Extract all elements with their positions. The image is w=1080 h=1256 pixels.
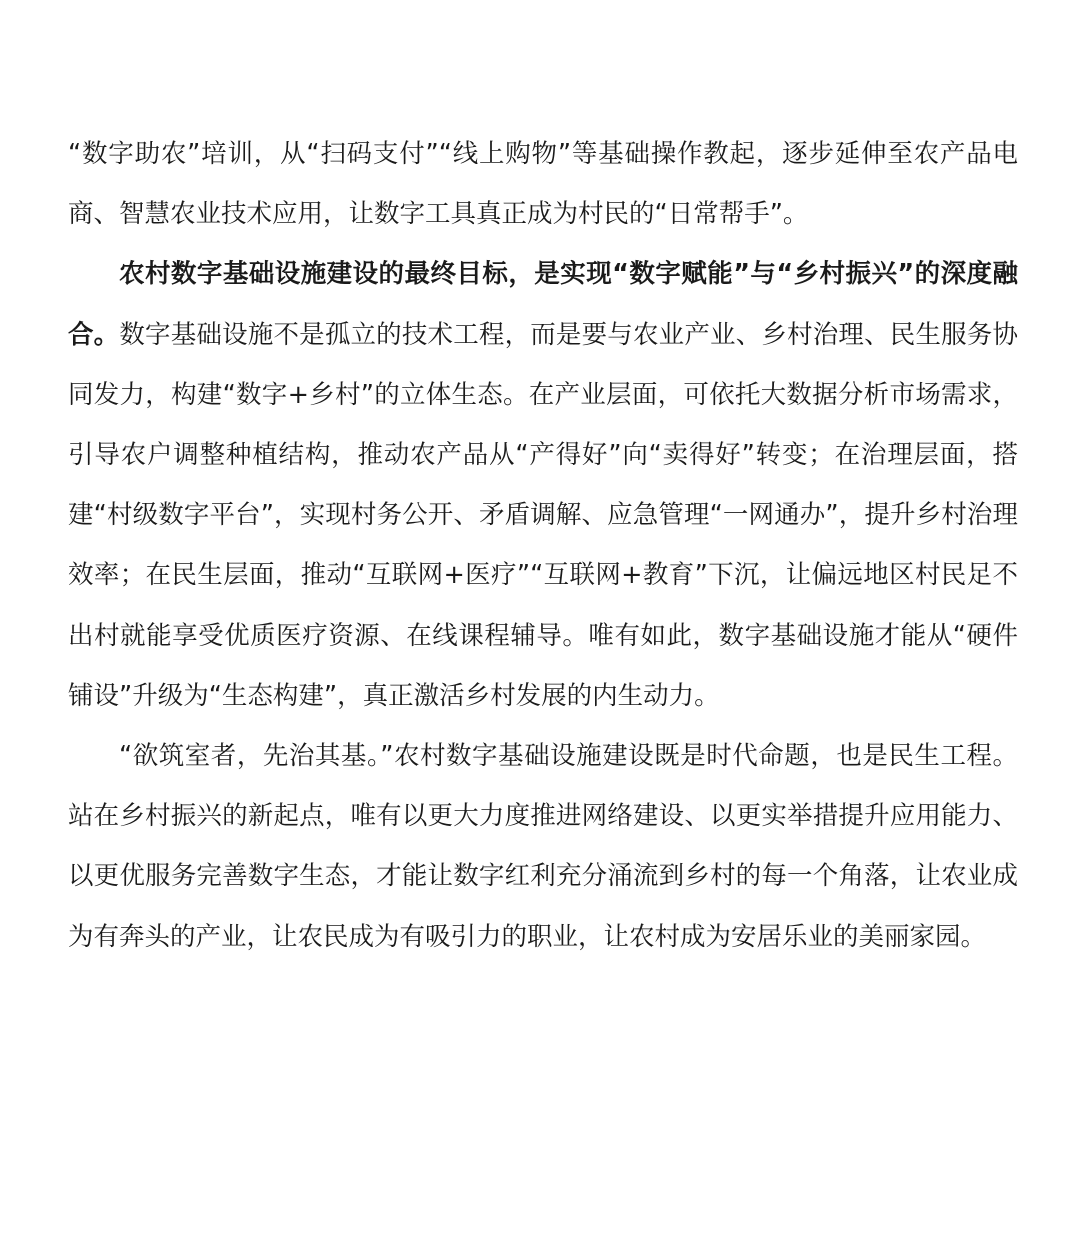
paragraph-3 — [68, 726, 1018, 967]
paragraph-1 — [68, 124, 1018, 244]
paragraph-2-lead: 农村数字基础设施建设的最终目标，是实现“数字赋能”与“乡村振兴”的深度融合。 — [68, 259, 1018, 350]
article-body — [68, 124, 1018, 967]
paragraph-1-text: “数字助农”培训，从“扫码支付”“线上购物”等基础操作教起，逐步延伸至农产品电商、智慧农业技术应用，让数字工具真正成为村民的“日常帮手”。 — [68, 139, 1018, 230]
paragraph-2 — [68, 244, 1018, 726]
paragraph-3-text: “欲筑室者，先治其基。”农村数字基础设施建设既是时代命题，也是民生工程。站在乡村振兴的新起点，唯有以更大力度推进网络建设、以更实举措提升应用能力、以更优服务完善数字生态，才能让数字红利充分涌流到乡村的每一个角落，让农业成为有奔头的产业，让农民成为有吸引力的职业，让农村成为安居乐业的美丽家园。 — [68, 741, 1018, 952]
paragraph-2-text: 数字基础设施不是孤立的技术工程，而是要与农业产业、乡村治理、民生服务协同发力，构建“数字+乡村”的立体生态。在产业层面，可依托大数据分析市场需求，引导农户调整种植结构，推动农产品从“产得好”向“卖得好”转变；在治理层面，搭建“村级数字平台”，实现村务公开、矛盾调解、应急管理“一网通办”，提升乡村治理效率；在民生层面，推动“互联网+医疗”“互联网+教育”下沉，让偏远地区村民足不出村就能享受优质医疗资源、在线课程辅导。唯有如此，数字基础设施才能从“硬件铺设”升级为“生态构建”，真正激活乡村发展的内生动力。 — [68, 319, 1018, 711]
